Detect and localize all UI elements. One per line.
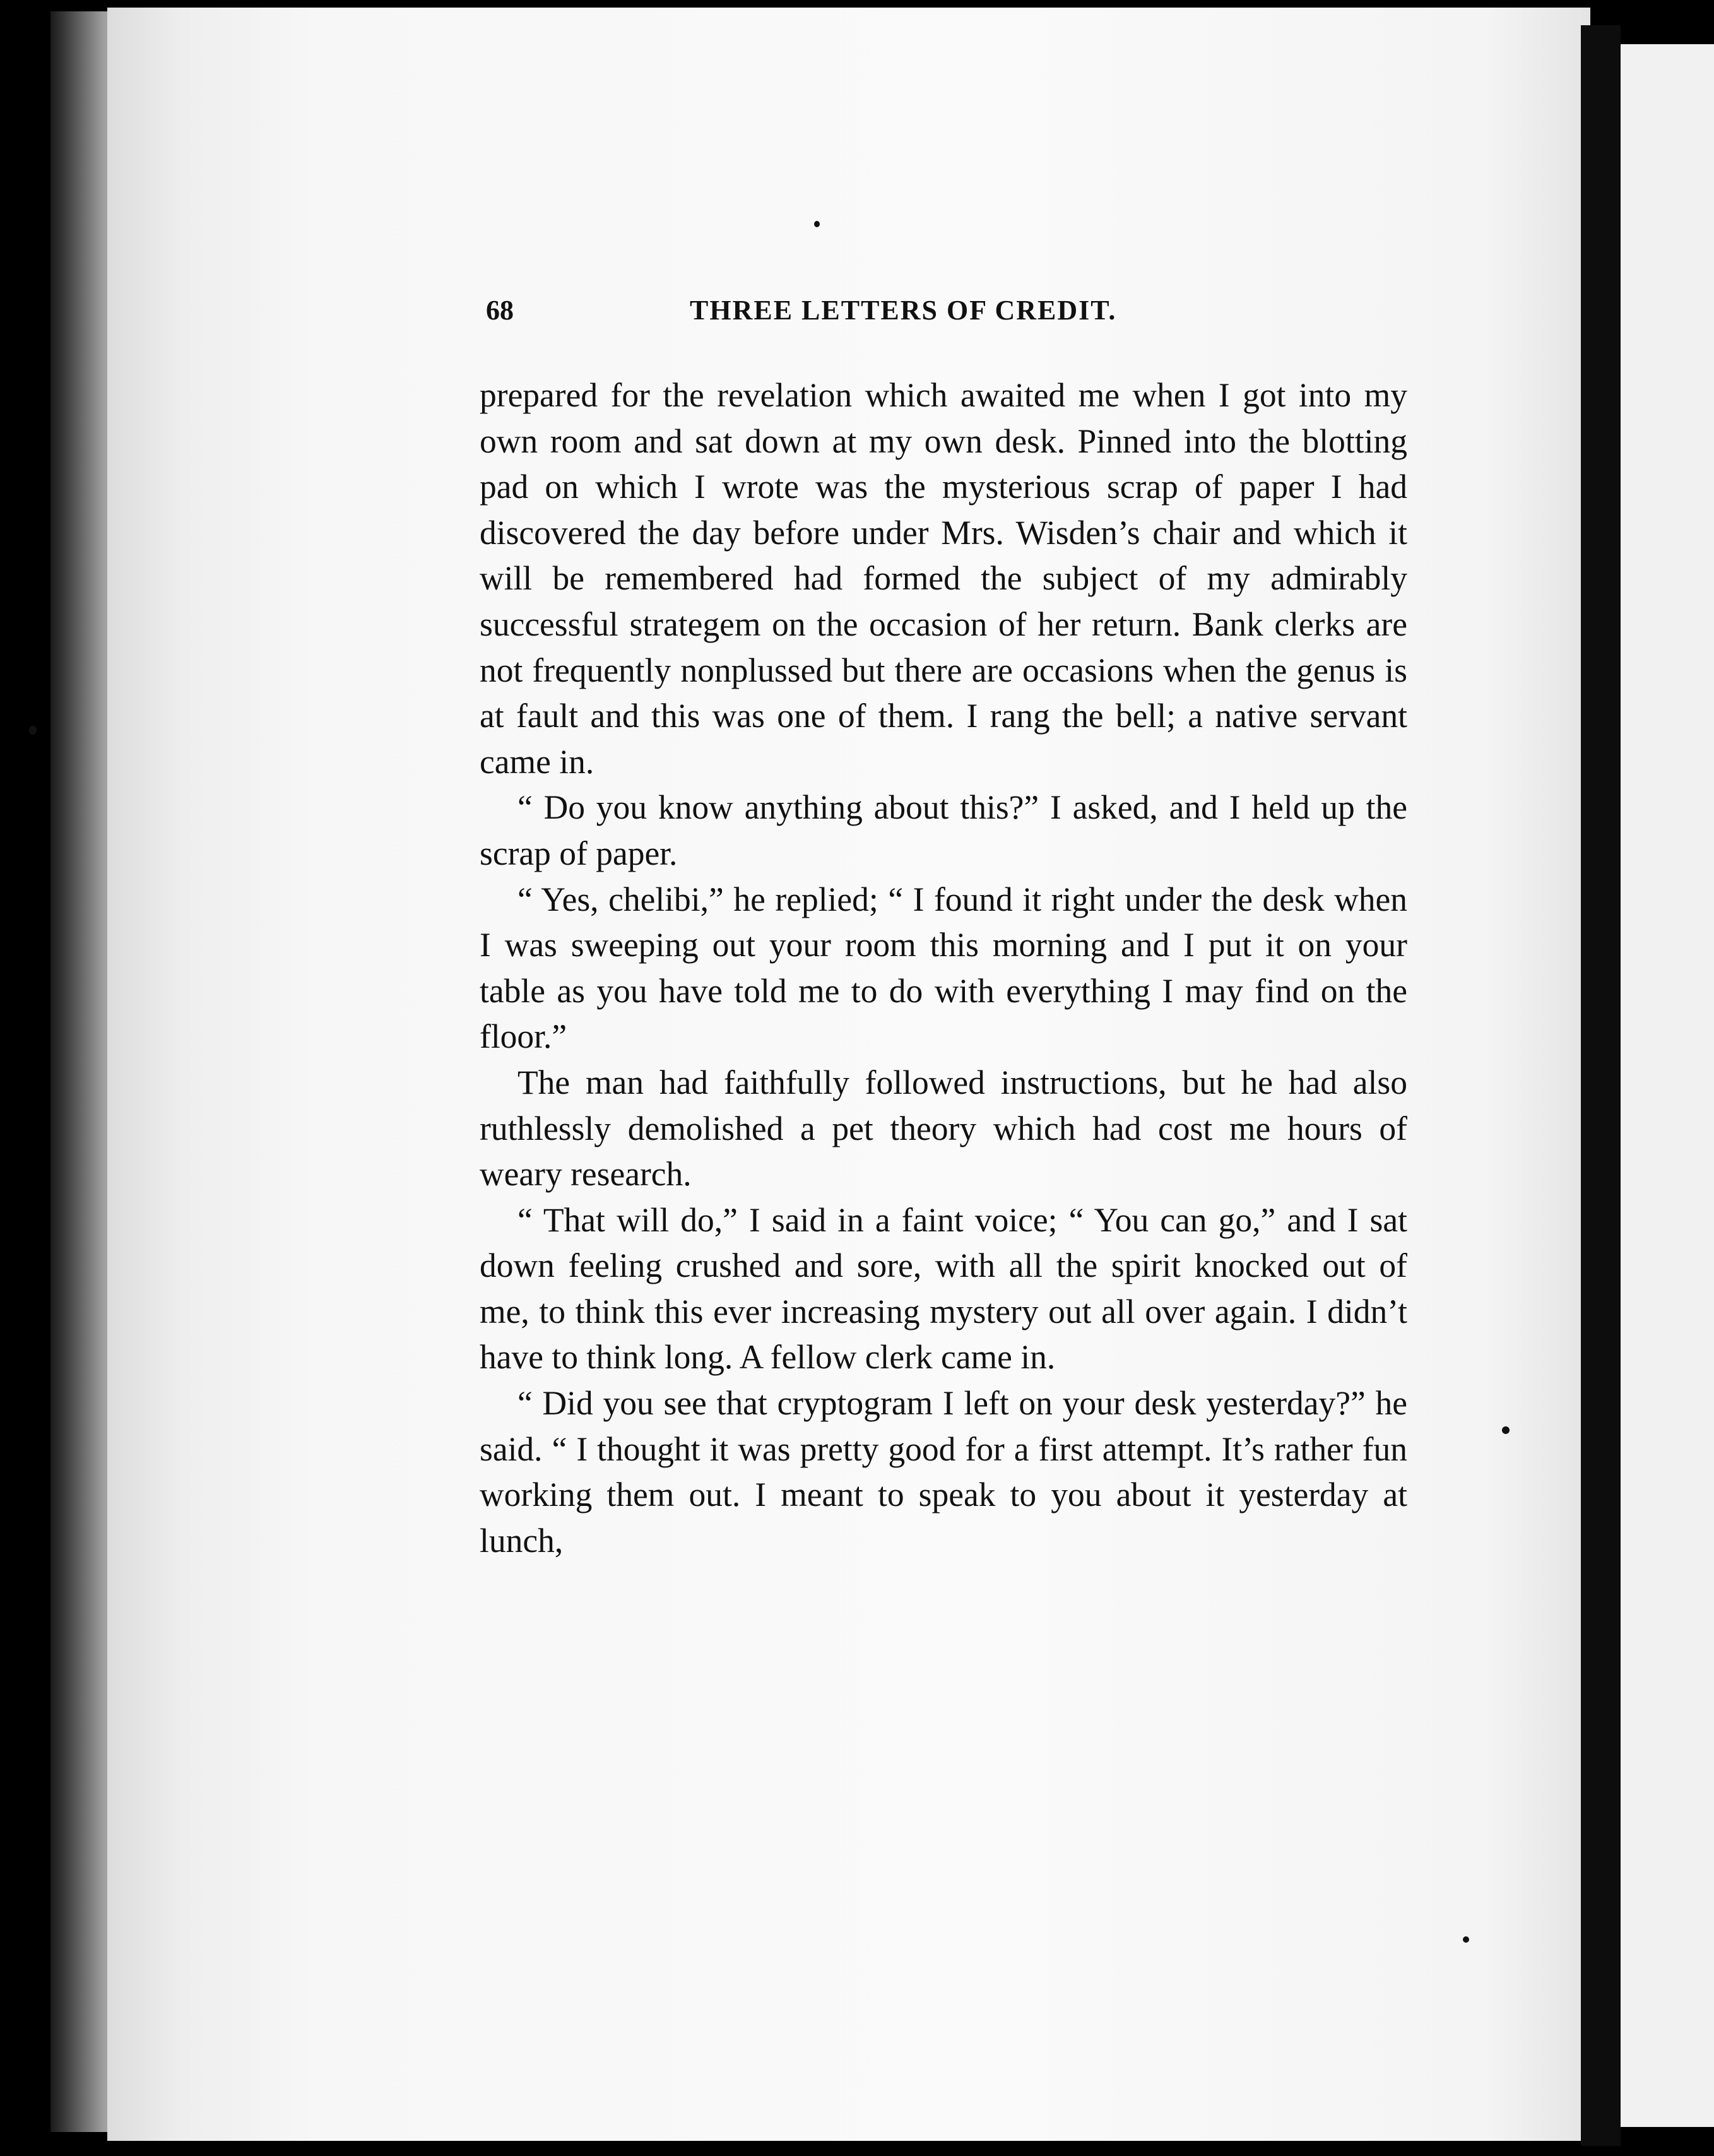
facing-page-edge [1621, 44, 1714, 2127]
paragraph: “ Do you know anything about this?” I asked, and I held up the scrap of paper. [480, 788, 1407, 872]
running-head-title: THREE LETTERS OF CREDIT. [690, 295, 1117, 326]
paragraph: “ That will do,” I said in a faint voice; “ You can go,” and I sat down feeling crushed and sore, with all the spirit knocked out of me, to think this ever increasing mystery out all over again. I didn’t have to think long. A fellow clerk came in. [480, 1200, 1407, 1377]
page-number: 68 [486, 295, 514, 326]
running-head [486, 292, 1407, 329]
paragraph: “ Did you see that cryptogram I left on your desk yesterday?” he said. “ I thought it was pretty good for a first attempt. It’s rather fun working them out. I meant to speak to you about it yesterday at lunch, [480, 1384, 1407, 1560]
ink-speck [29, 726, 37, 735]
ink-speck [1463, 1936, 1469, 1943]
body-text [480, 372, 1407, 1563]
paragraph: The man had faithfully followed instructions, but he had also ruthlessly demolished a pet theory which had cost me hours of weary research. [480, 1063, 1407, 1194]
paragraph: “ Yes, chelibi,” he replied; “ I found it right under the desk when I was sweeping out your room this morning and I put it on your table as you have told me to do with everything I may find on the floor.” [480, 880, 1407, 1056]
ink-speck [1502, 1426, 1510, 1434]
paragraph: prepared for the revelation which awaited me when I got into my own room and sat down at my own desk. Pinned into the blotting pad on which I wrote was the mysterious scrap of paper I had discovered the day before under Mrs. Wisden’s chair and which it will be remembered had formed the subject of my admirably successful strategem on the occasion of her return. Bank clerks are not frequently nonplussed but there are occasions when the genus is at fault and this was one of them. I rang the bell; a native servant came in. [480, 376, 1407, 781]
ink-speck [814, 221, 820, 227]
gutter-shadow [1581, 25, 1621, 2146]
